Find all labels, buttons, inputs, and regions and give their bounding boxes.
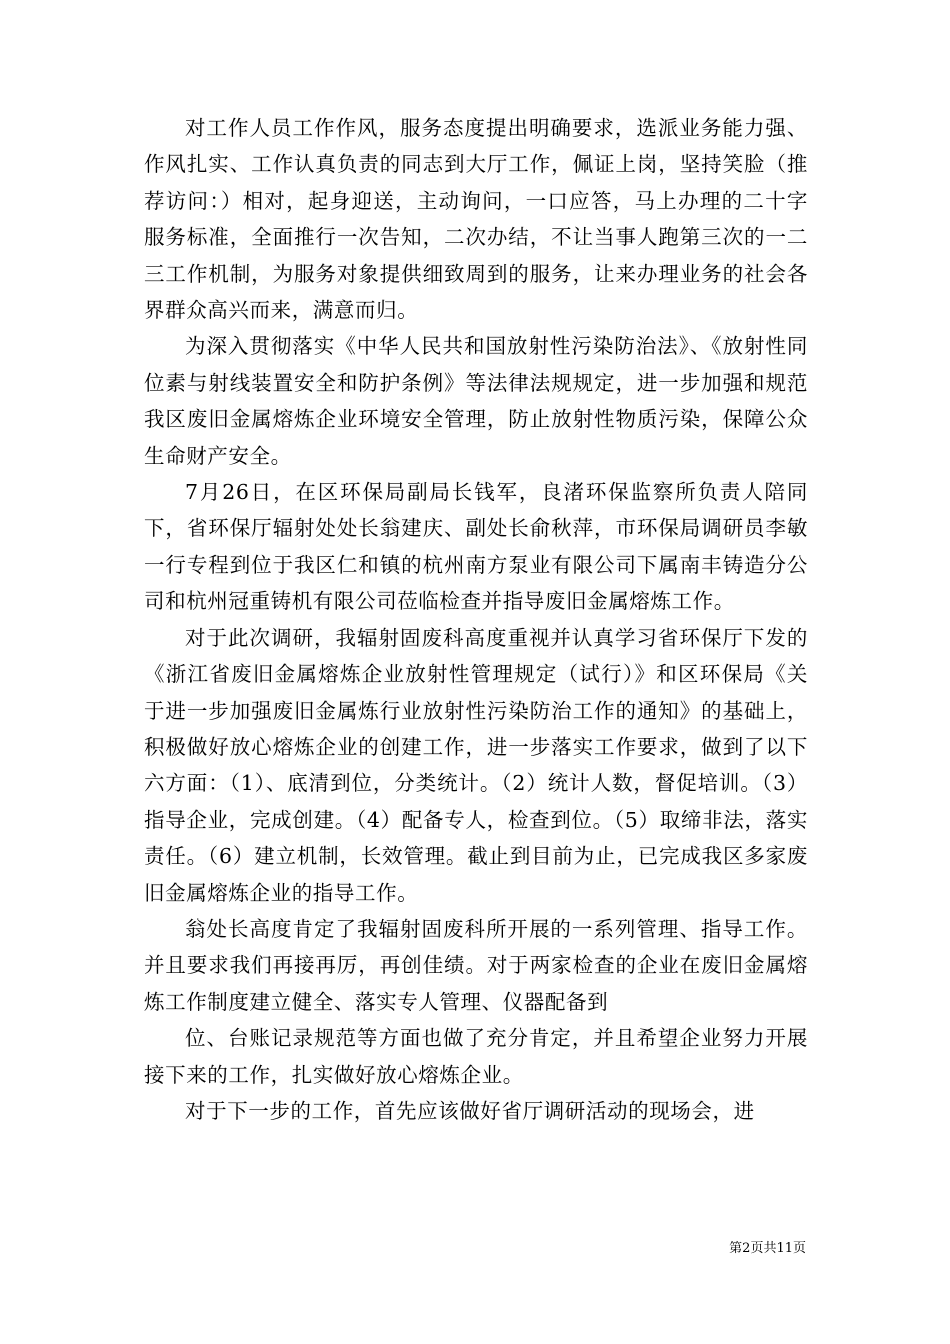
paragraph-enterprise-affirmation: 位、台账记录规范等方面也做了充分肯定，并且希望企业努力开展接下来的工作，扎实做好放心熔炼企业。 [144, 1026, 808, 1087]
paragraph-service-standards: 对工作人员工作作风，服务态度提出明确要求，选派业务能力强、作风扎实、工作认真负责的同志到大厅工作，佩证上岗，坚持笑脸（推荐访问：）相对，起身迎送，主动询问，一口应答，马上办理的二十字服务标准，全面推行一次告知，二次办结，不让当事人跑第三次的一二三工作机制，为服务对象提供细致周到的服务，让来办理业务的社会各界群众高兴而来，满意而归。 [144, 116, 808, 323]
page-number-footer: 第2页共11页 [729, 1241, 806, 1256]
paragraph-inspection-visit: 7月26日，在区环保局副局长钱军，良渚环保监察所负责人陪同下，省环保厅辐射处处长翁建庆、副处长俞秋萍，市环保局调研员李敏一行专程到位于我区仁和镇的杭州南方泵业有限公司下属南丰铸造分公司和杭州冠重铸机有限公司莅临检查并指导废旧金属熔炼工作。 [144, 480, 808, 614]
paragraph-six-aspects: 对于此次调研，我辐射固废科高度重视并认真学习省环保厅下发的《浙江省废旧金属熔炼企业放射性管理规定（试行）》和区环保局《关于进一步加强废旧金属炼行业放射性污染防治工作的通知》的基础上，积极做好放心熔炼企业的创建工作，进一步落实工作要求，做到了以下六方面：（1）、底清到位，分类统计。（2）统计人数，督促培训。（3）指导企业，完成创建。（4）配备专人，检查到位。（5）取缔非法，落实责任。（6）建立机制，长效管理。截止到目前为止，已完成我区多家废旧金属熔炼企业的指导工作。 [144, 625, 808, 905]
paragraph-next-steps: 对于下一步的工作，首先应该做好省厅调研活动的现场会，进 [185, 1098, 755, 1123]
document-body [144, 110, 808, 1129]
paragraph-director-affirmation: 翁处长高度肯定了我辐射固废科所开展的一系列管理、指导工作。并且要求我们再接再厉，再创佳绩。对于两家检查的企业在废旧金属熔炼工作制度建立健全、落实专人管理、仪器配备到 [144, 916, 808, 1014]
paragraph-law-implementation: 为深入贯彻落实《中华人民共和国放射性污染防治法》、《放射性同位素与射线装置安全和防护条例》等法律法规规定，进一步加强和规范我区废旧金属熔炼企业环境安全管理，防止放射性物质污染，保障公众生命财产安全。 [144, 334, 808, 468]
